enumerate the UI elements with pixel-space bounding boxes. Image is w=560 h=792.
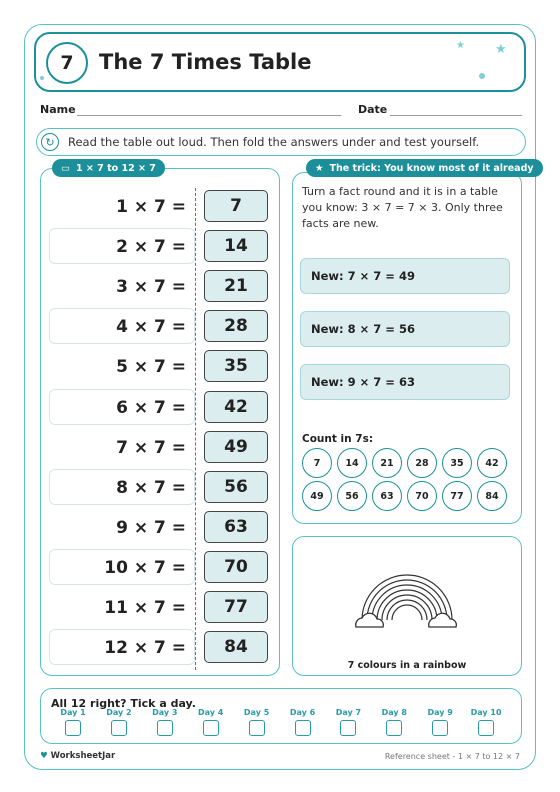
count-circle: 42 [477, 448, 507, 478]
table-answer: 77 [204, 591, 268, 623]
new-fact: New: 8 × 7 = 56 [300, 311, 510, 347]
heart-icon: ♥ [40, 751, 48, 761]
count-circle: 49 [302, 481, 332, 511]
table-answer: 49 [204, 431, 268, 463]
day-checkbox[interactable] [157, 720, 173, 736]
count-circle: 35 [442, 448, 472, 478]
table-question: 12 × 7 = [104, 638, 186, 659]
table-answer: 21 [204, 270, 268, 302]
table-answer: 42 [204, 391, 268, 423]
dot-decoration [40, 76, 44, 80]
table-answer: 63 [204, 511, 268, 543]
table-answer: 14 [204, 230, 268, 262]
tracker-title: All 12 right? Tick a day. [51, 697, 196, 710]
day-label: Day 9 [427, 708, 453, 717]
table-question: 3 × 7 = [116, 277, 186, 298]
table-question: 8 × 7 = [116, 477, 186, 498]
table-answer: 70 [204, 551, 268, 583]
brand-name: WorksheetJar [50, 751, 116, 761]
brand-logo [40, 751, 115, 761]
day-label: Day 7 [335, 708, 362, 717]
name-label: Name [40, 103, 76, 116]
trick-tab-label: The trick: You know most of it already [329, 162, 534, 174]
day-label: Day 3 [152, 708, 178, 717]
count-title: Count in 7s: [302, 433, 374, 445]
new-fact: New: 7 × 7 = 49 [300, 258, 510, 294]
day-checkbox[interactable] [295, 720, 311, 736]
table-question: 10 × 7 = [104, 557, 186, 578]
day-label: Day 5 [243, 708, 270, 717]
table-range-tab [52, 159, 165, 177]
new-fact: New: 9 × 7 = 63 [300, 364, 510, 400]
count-circle: 14 [337, 448, 367, 478]
table-answer: 56 [204, 471, 268, 503]
table-answer: 7 [204, 190, 268, 222]
day-label: Day 8 [381, 708, 407, 717]
table-answer: 35 [204, 350, 268, 382]
day-checkbox[interactable] [340, 720, 356, 736]
table-question: 7 × 7 = [116, 437, 186, 458]
count-circle: 77 [442, 481, 472, 511]
day-label: Day 4 [198, 708, 224, 717]
table-number-badge: 7 [46, 42, 88, 84]
day-label: Day 10 [470, 708, 502, 717]
day-label: Day 1 [60, 708, 86, 717]
table-answer: 28 [204, 310, 268, 342]
count-circle: 56 [337, 481, 367, 511]
day-label: Day 6 [289, 708, 316, 717]
day-checkbox[interactable] [478, 720, 494, 736]
day-checkbox[interactable] [111, 720, 127, 736]
table-question: 6 × 7 = [116, 397, 186, 418]
rainbow-caption: 7 colours in a rainbow [347, 660, 467, 671]
day-checkbox[interactable] [203, 720, 219, 736]
book-icon: ▭ [61, 162, 70, 174]
day-checkbox[interactable] [386, 720, 402, 736]
count-circle: 63 [372, 481, 402, 511]
fold-line [195, 188, 196, 670]
table-question: 5 × 7 = [116, 357, 186, 378]
table-question: 4 × 7 = [116, 317, 186, 338]
table-question: 1 × 7 = [116, 197, 186, 217]
count-circle: 21 [372, 448, 402, 478]
table-question: 9 × 7 = [116, 517, 186, 538]
count-circle: 84 [477, 481, 507, 511]
rainbow-icon [352, 565, 462, 640]
day-checkbox[interactable] [249, 720, 265, 736]
table-range-label: 1 × 7 to 12 × 7 [75, 162, 156, 174]
day-checkbox[interactable] [65, 720, 81, 736]
table-question: 2 × 7 = [116, 237, 186, 258]
table-answer: 84 [204, 631, 268, 663]
star-icon: ★ [456, 40, 465, 51]
footer-reference: Reference sheet - 1 × 7 to 12 × 7 [384, 752, 520, 761]
count-circle: 28 [407, 448, 437, 478]
day-checkbox[interactable] [432, 720, 448, 736]
day-label: Day 2 [106, 708, 132, 717]
page-title: The 7 Times Table [99, 50, 312, 74]
table-question: 11 × 7 = [104, 598, 186, 618]
date-label: Date [358, 103, 388, 116]
star-icon: ★ [315, 162, 324, 174]
count-circle: 70 [407, 481, 437, 511]
dot-decoration [479, 73, 485, 79]
name-field[interactable] [77, 115, 341, 116]
date-field[interactable] [390, 115, 522, 116]
speech-icon: ↻ [41, 133, 59, 151]
trick-text: Turn a fact round and it is in a table you know: 3 × 7 = 7 × 3. Only three facts are new. [302, 185, 503, 230]
trick-tab [306, 159, 543, 177]
star-icon: ★ [495, 42, 507, 57]
instruction-text: Read the table out loud. Then fold the answers under and test yourself. [68, 135, 480, 149]
count-circle: 7 [302, 448, 332, 478]
